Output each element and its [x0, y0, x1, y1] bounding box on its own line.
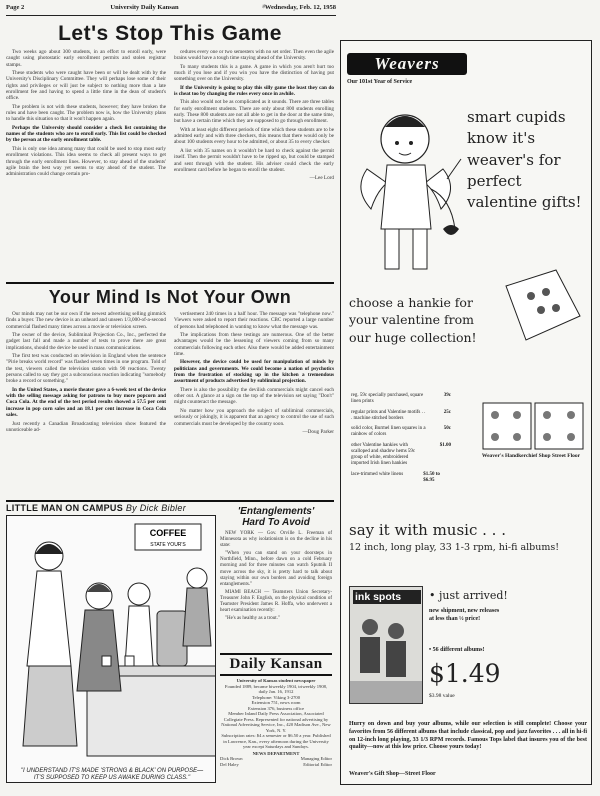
price-row	[351, 393, 451, 406]
article-column-left	[6, 49, 166, 184]
article-paragraph: The owner of the device, Subliminal Projection Co., Inc., perfected the gadget last fall and made a number of tests to prove there are great implications, should the device be used in mass communications.	[6, 332, 166, 351]
article-paragraph: There is also the possibility the devilish commercials might cancel each other out. A glance at a sign on the top of the television set saying "Don't" might counteract the message.	[174, 386, 334, 406]
article-paragraph: cedures every one or two semesters with no set order. Then even the agile brains would have a tough time staying ahead of the University.	[174, 49, 334, 62]
handkerchief-shop-label: Weaver's Handkerchief Shop Street Floor	[481, 453, 581, 459]
price-label: other Valentine hankies with scalloped and shadow hems 59c group of white, embroidered imported Irish linen hankies	[351, 442, 416, 467]
entanglements-paragraph: "When you can stand on your doorsteps in Northfield, Minn., before dawn on a cold February morning and for three minutes can watch Sputnik II move across the sky, it is pretty hard to talk about staying within our own borders and avoiding foreign entanglements."	[220, 551, 332, 587]
cartoon-illustration	[6, 515, 216, 783]
article-paragraph: This also would not be as complicated as it sounds. There are three tables for early enrollment students. There are only about 800 students enrolling early. These 800 students are not all able to get in the door at the same time, but have a certain time which they are supposed to go through enrollment.	[174, 99, 334, 125]
price-value: 25c	[443, 409, 451, 415]
cupid-slogan: smart cupids know it's weaver's for perfect valentine gifts!	[467, 108, 582, 212]
library-stamp: ⁕	[260, 2, 267, 11]
masthead-staff-row	[220, 762, 332, 768]
article-paragraph: With at least eight different periods of time which these students are to be admitted early and with three checkers, this means that there would only be about 100 students every hour to be admitted, or about 35 to every checker.	[174, 126, 334, 146]
section-divider	[6, 500, 334, 502]
cartoon-name: LITTLE MAN ON CAMPUS	[6, 503, 123, 513]
entanglements-title	[220, 506, 332, 528]
article-your-mind-is-not-your-own	[6, 287, 334, 437]
article-paragraph: However, the device could be used for manipulation of minds by politicians and governments. We could become a nation of psychotics from the frustration of stocking up in the kitchen a tremendous assortment of products advertised by subliminal projection.	[174, 359, 334, 385]
page-header	[6, 4, 336, 16]
article-paragraph: Perhaps the University should consider a check list containing the names of the students who are to enroll early. This list could be checked by the person at the early enrollment table.	[6, 124, 166, 144]
entanglements-title-line: Hard To Avoid	[242, 517, 310, 528]
hankie-illustration	[496, 266, 586, 346]
price-row	[351, 472, 451, 485]
cartoon-caption-line: "I UNDERSTAND IT'S MADE 'STRONG & BLACK' ON PURPOSE—	[20, 768, 204, 774]
weavers-service-line: Our 101st Year of Service	[347, 79, 413, 85]
masthead-tagline: University of Kansas student newspaper	[236, 678, 316, 683]
masthead-line: Member Inland Daily Press Association, Associated Collegiate Press. Represented for national advertising by National Advertising Service, Inc., 420 Madison Ave., New York, N. Y.	[221, 711, 331, 733]
staff-name: Dick Brown	[220, 756, 243, 761]
article-paragraph: These students who were caught have been or will be dealt with by the University's Disciplinary Committee. They will perhaps lose some of their rights and privileges or will just be subject to nothing more than a late enrollment fee and having to spend a little time in the dean of student's office.	[6, 70, 166, 102]
cartoon-byline: By Dick Bibler	[125, 503, 187, 513]
masthead-info	[220, 678, 332, 767]
album-count: • 56 different albums!	[429, 647, 485, 653]
entanglements-column	[220, 506, 332, 624]
album-value: $3.98 value	[429, 693, 455, 699]
article-headline: Your Mind Is Not Your Own	[48, 287, 292, 307]
article-paragraph: If the University is going to play this silly game the least they can do is cheat too by changing the rules every once in awhile.	[174, 84, 334, 98]
article-signature: —Lee Lord	[309, 175, 334, 182]
album-price: $1.49	[429, 659, 501, 688]
masthead-dept: NEWS DEPARTMENT	[252, 750, 300, 756]
article-paragraph: A list with 35 names on it wouldn't be hard to check against the permit itself. Then the permit wouldn't have to be ripped up, but could be stamped and sent through with the student. His adviser could check the early enrollment card before he began to enroll the student.	[174, 147, 334, 173]
entanglements-body	[220, 531, 332, 622]
price-value: 50c	[443, 426, 451, 431]
article-signature: —Doug Parker	[302, 428, 334, 435]
weavers-advertisement	[340, 40, 592, 785]
price-row	[351, 426, 451, 439]
paper-name: University Daily Kansan	[110, 4, 179, 11]
article-headline: Let's Stop This Game	[58, 22, 282, 45]
price-value: 39c	[443, 393, 451, 398]
issue-date: Wednesday, Feb. 12, 1958	[264, 4, 336, 11]
shipment-info: new shipment, new releases at less than ½ price!	[429, 608, 500, 623]
masthead-line: Telephone: Viking 3-2700	[251, 694, 301, 700]
article-paragraph: This is only one idea among many that could be used to stop most early enrollment violations. This idea seems to check all present ways to get through the early enrollment lines. However, to stay ahead of the students' agile brain the best way yet seems to stay ahead of the student. The administration could change certain pro-	[6, 145, 166, 178]
article-paragraph: The implications from these testings are numerous. One of the better advantages would be the lessening of viewers coming from so many commercials following each other. Also there would be added entertainment time.	[174, 332, 334, 358]
staff-role: Editorial Editor	[303, 761, 332, 767]
music-headline: say it with music . . .	[349, 521, 506, 539]
price-row	[351, 443, 451, 468]
album-photo	[350, 607, 423, 703]
article-paragraph: No matter how you approach the subject of subliminal commercials, seriously or jokingly, it is apparent that an agency to control the use of such commercials must be developed by the country soon.	[174, 407, 334, 427]
section-divider	[6, 282, 334, 284]
price-row	[351, 410, 451, 423]
masthead	[220, 653, 332, 767]
masthead-name: Daily Kansan	[220, 653, 332, 676]
cupid-illustration	[347, 99, 467, 289]
price-label: regular prints and Valentine motifs . . . machine stitched borders	[351, 409, 426, 421]
article-column-right	[174, 311, 334, 437]
masthead-line: Subscription rates: $4 a semester or $6.50 a year. Published in Lawrence, Kan., every afternoon during the University year except Saturdays and Sundays.	[221, 733, 331, 749]
price-label: reg. 59c specially purchased, square linen prints	[351, 393, 424, 405]
cartoon-title	[6, 503, 216, 513]
page-number: Page 2	[6, 4, 25, 11]
article-paragraph: To many students this is a game. A game in which you aren't hurt too much if you lose and if you win you have the distinction of having put something over on the University.	[174, 63, 334, 83]
entanglements-paragraph: NEW YORK — Gov. Orville L. Freeman of Minnesota as why isolationism is on the decline in his state:	[220, 531, 332, 549]
price-value: $1.50 to $6.95	[423, 471, 440, 483]
article-paragraph: vertisement 240 times in a half hour. The message was "telephone now." Viewers were asked to report their reactions. CBC reported a large number of persons had telephoned in wanting to know what the message was.	[174, 311, 334, 330]
article-column-right	[174, 49, 334, 184]
coffee-sign-subtext: STATE YOUR'S	[150, 542, 186, 548]
price-label: lace-trimmed white linens	[351, 471, 404, 477]
cartoon-caption	[8, 768, 216, 781]
price-value: $1.00	[439, 442, 451, 448]
coffee-sign-text: COFFEE	[149, 528, 187, 538]
article-paragraph: Just recently a Canadian Broadcasting television show featured the unnoticeable ad-	[6, 420, 166, 433]
weavers-logo: Weavers	[347, 53, 467, 75]
hankie-price-list	[351, 393, 451, 488]
staff-name: Del Haley	[220, 761, 239, 767]
article-paragraph: The problem is not with these students, however; they have broken the rules and have been caught. The problem now is, how the University plans to handle this situation so that it won't happen again.	[6, 103, 166, 123]
article-paragraph: The first test was conducted on television in England when the sentence "Pirie breaks world record" was flashed seven times in one program. Told of the test, viewers called the television station with 90 reactions. Twenty persons called to say they got a subconscious reaction indicating "somebody broke a record or something."	[6, 353, 166, 385]
article-paragraph: Our minds may not be our own if the newest advertising selling gimmick finds a buyer. The new device is an unheard and unseen 1/3,000-of-a-second commercial flashed many times across a movie or television screen.	[6, 311, 166, 330]
music-subhead: 12 inch, long play, 33 1-3 rpm, hi-fi albums!	[349, 542, 560, 553]
entanglements-paragraph: "He's as healthy as a trout."	[225, 616, 280, 622]
masthead-line: Extension 751, news room	[251, 700, 301, 705]
hankie-slogan: choose a hankie for your valentine from our huge collection!	[349, 295, 477, 345]
price-label: solid color, Burmel linen squares in a rainbow of colors	[351, 426, 426, 438]
entanglements-title-line: 'Entanglements'	[237, 506, 315, 517]
music-description: Hurry on down and buy your albums, while our selection is still complete! Choose your favorites from 56 different albums that include classical, pop and jazz favorites . . . all in hi-fi on 12-inch long playing, 33 1/3 RPM records. Famous Tops label that insures you of the best quality—now at this low price. Choose yours today!	[349, 721, 587, 751]
entanglements-paragraph: MIAMI BEACH — Teamsters Union Secretary-Treasurer John F. English, on the physical condition of Teamster President James R. Hoffa, who underwent a heart examination recently:	[220, 589, 332, 614]
gift-shop-label: Weaver's Gift Shop—Street Floor	[349, 771, 436, 777]
cartoon-caption-line: IT'S SUPPOSED TO KEEP US AWAKE DURING CLASS."	[33, 774, 191, 781]
masthead-line: Founded 1889, became biweekly 1904, triweekly 1908, daily Jan. 16, 1912	[224, 683, 328, 694]
article-lets-stop-this-game	[6, 22, 334, 184]
staff-role: Managing Editor	[300, 756, 332, 761]
album-title: ink spots	[353, 590, 421, 604]
just-arrived-label: • just arrived!	[429, 589, 508, 602]
article-paragraph: In the United States, a movie theater gave a 6-week test of the device with the selling message asking for patrons to buy more popcorn and Coca Cola. At the end of the test period results showed a 57.5 per cent increase in pop corn sales and an 18.1 per cent increase in Coca Cola sales.	[6, 386, 166, 419]
hankie-patterns-illustration	[481, 401, 586, 451]
article-column-left	[6, 311, 166, 437]
masthead-line: Extension 376, business office	[247, 705, 305, 711]
article-paragraph: Two weeks ago about 300 students, in an effort to enroll early, were caught using photostatic early enrollment permits and stolen registrar stamps.	[6, 49, 166, 68]
cartoon-drawing	[7, 516, 216, 783]
album-cover	[349, 586, 423, 704]
